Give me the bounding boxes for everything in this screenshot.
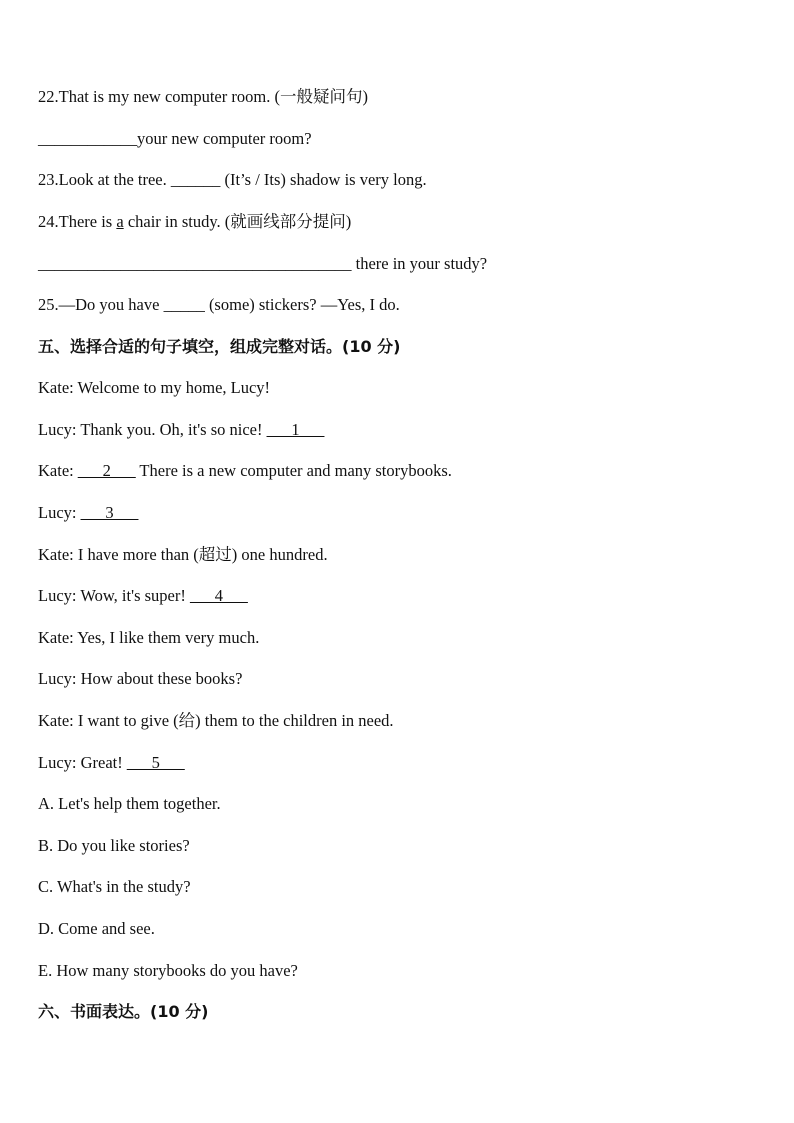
question-24-suffix: chair in study. (就画线部分提问) [123, 212, 352, 231]
dialogue-text-after: There is a new computer and many storybooks. [135, 461, 452, 480]
question-24-prefix: 24.There is [38, 212, 117, 231]
dialogue-line [38, 753, 185, 773]
blank-2[interactable]: ___2___ [77, 461, 136, 480]
dialogue-line [38, 628, 259, 648]
speaker: Kate: [38, 461, 74, 480]
dialogue-text: Great! [76, 753, 127, 772]
dialogue-line [38, 461, 452, 481]
option-d: D. Come and see. [38, 919, 155, 938]
option-a: A. Let's help them together. [38, 794, 221, 813]
speaker: Kate: [38, 711, 74, 730]
speaker: Lucy: [38, 420, 77, 439]
dialogue-line [38, 503, 138, 523]
blank-5[interactable]: ___5___ [126, 753, 185, 772]
question-24-underlined-word: a [116, 212, 124, 231]
blank-3[interactable]: ___3___ [80, 503, 139, 522]
question-24-answer-line [38, 254, 487, 274]
speaker: Lucy: [38, 753, 77, 772]
section-6-heading: 六、书面表达。(10 分) [38, 1002, 209, 1021]
speaker: Lucy: [38, 503, 77, 522]
dialogue-text: I have more than (超过) one hundred. [73, 545, 328, 564]
dialogue-line [38, 669, 242, 689]
section-5-heading: 五、选择合适的句子填空，组成完整对话。(10 分) [38, 337, 401, 356]
dialogue-text: I want to give (给) them to the children in need. [73, 711, 394, 730]
option-e: E. How many storybooks do you have? [38, 961, 298, 980]
speaker: Lucy: [38, 669, 77, 688]
speaker: Lucy: [38, 586, 77, 605]
dialogue-line [38, 586, 248, 606]
dialogue-text: How about these books? [76, 669, 243, 688]
question-22-answer-line [38, 129, 312, 149]
blank-4[interactable]: ___4___ [189, 586, 248, 605]
speaker: Kate: [38, 628, 74, 647]
dialogue-text: Welcome to my home, Lucy! [73, 378, 271, 397]
speaker: Kate: [38, 545, 74, 564]
dialogue-line [38, 711, 394, 731]
dialogue-text: Thank you. Oh, it's so nice! [76, 420, 267, 439]
dialogue-text: Yes, I like them very much. [73, 628, 260, 647]
dialogue-line [38, 420, 324, 440]
speaker: Kate: [38, 378, 74, 397]
question-22: 22.That is my new computer room. (一般疑问句) [38, 87, 368, 106]
blank-1[interactable]: ___1___ [266, 420, 325, 439]
option-c: C. What's in the study? [38, 877, 191, 896]
dialogue-line [38, 545, 328, 565]
answer-blank[interactable]: ____________ [38, 129, 137, 148]
option-b: B. Do you like stories? [38, 836, 190, 855]
question-24 [38, 212, 351, 232]
answer-tail: there in your study? [351, 254, 488, 273]
question-23: 23.Look at the tree. ______ (It’s / Its) shadow is very long. [38, 170, 427, 189]
dialogue-line [38, 378, 270, 398]
answer-blank[interactable]: ______________________________________ [38, 254, 352, 273]
answer-tail: your new computer room? [137, 129, 312, 148]
question-25: 25.—Do you have _____ (some) stickers? —Yes, I do. [38, 295, 400, 314]
dialogue-text: Wow, it's super! [76, 586, 190, 605]
